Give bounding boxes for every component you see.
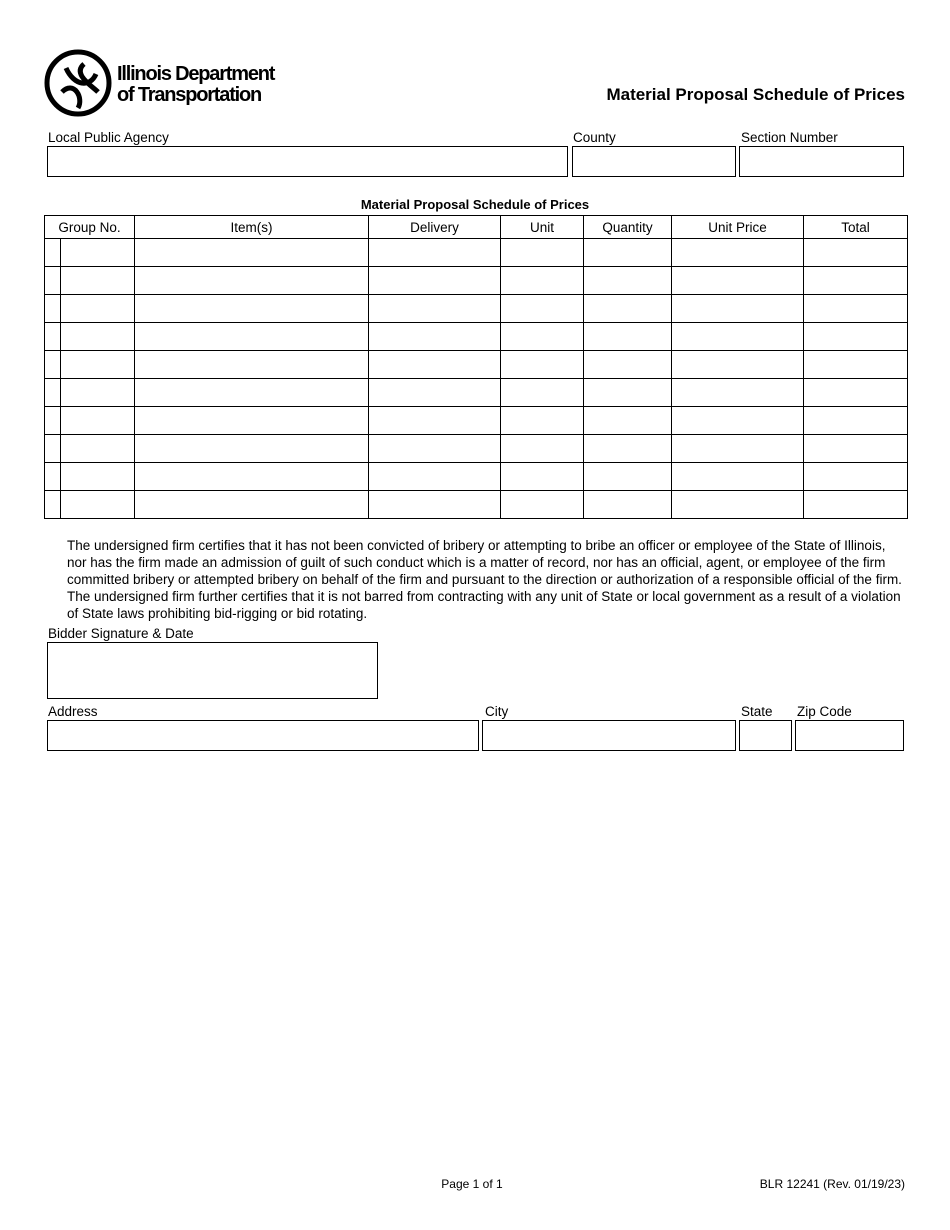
- schedule-title: Material Proposal Schedule of Prices: [360, 197, 590, 212]
- certification-text: The undersigned firm certifies that it has not been convicted of bribery or attempting to bribe an officer or employee of the State of Illinois, nor has the firm made an admission of guilt of such conduct which is a matter of record, nor has an official, agent, or employee of the firm committed bribery or attempted bribery on behalf of the firm and pursuant to the direction or authorization of a responsible official of the firm. The undersigned firm further certifies that it is not barred from contracting with any unit of State or local government as a result of a violation of State laws prohibiting bid-rigging or bid rotating.: [67, 538, 902, 621]
- schedule-header-row: [45, 216, 908, 239]
- row-marker: [45, 295, 61, 323]
- col-header-total: Total: [804, 216, 908, 239]
- address-label: Address: [48, 704, 98, 719]
- zip-code-label: Zip Code: [797, 704, 852, 719]
- total-cell[interactable]: [804, 295, 908, 323]
- local-public-agency-field[interactable]: [47, 146, 568, 177]
- total-cell[interactable]: [804, 267, 908, 295]
- total-cell[interactable]: [804, 351, 908, 379]
- total-cell[interactable]: [804, 323, 908, 351]
- bidder-signature-label: Bidder Signature & Date: [48, 626, 194, 641]
- schedule-row: [45, 435, 908, 463]
- col-header-group-no: Group No.: [45, 216, 135, 239]
- delivery-cell[interactable]: [369, 239, 501, 267]
- quantity-cell[interactable]: [584, 239, 672, 267]
- quantity-cell[interactable]: [584, 267, 672, 295]
- row-marker: [45, 239, 61, 267]
- group-no-cell[interactable]: [61, 463, 135, 491]
- schedule-row: [45, 267, 908, 295]
- row-marker: [45, 407, 61, 435]
- unit-cell[interactable]: [501, 379, 584, 407]
- logo-wordmark: [117, 64, 274, 106]
- unit-cell[interactable]: [501, 351, 584, 379]
- city-label: City: [485, 704, 509, 719]
- group-no-cell[interactable]: [61, 295, 135, 323]
- unit-price-cell[interactable]: [672, 491, 804, 519]
- schedule-row: [45, 491, 908, 519]
- unit-cell[interactable]: [501, 267, 584, 295]
- row-marker: [45, 323, 61, 351]
- delivery-cell[interactable]: [369, 379, 501, 407]
- schedule-row: [45, 407, 908, 435]
- schedule-table: [44, 215, 908, 519]
- schedule-row: [45, 323, 908, 351]
- state-label: State: [741, 704, 773, 719]
- items-cell[interactable]: [135, 295, 369, 323]
- row-marker: [45, 351, 61, 379]
- unit-price-cell[interactable]: [672, 379, 804, 407]
- address-field[interactable]: [47, 720, 479, 751]
- unit-price-cell[interactable]: [672, 463, 804, 491]
- unit-price-cell[interactable]: [672, 239, 804, 267]
- county-label: County: [573, 130, 616, 145]
- unit-price-cell[interactable]: [672, 323, 804, 351]
- items-cell[interactable]: [135, 435, 369, 463]
- unit-cell[interactable]: [501, 239, 584, 267]
- unit-price-cell[interactable]: [672, 295, 804, 323]
- total-cell[interactable]: [804, 491, 908, 519]
- delivery-cell[interactable]: [369, 491, 501, 519]
- items-cell[interactable]: [135, 407, 369, 435]
- group-no-cell[interactable]: [61, 267, 135, 295]
- section-number-label: Section Number: [741, 130, 838, 145]
- items-cell[interactable]: [135, 379, 369, 407]
- logo-text-line2: of Transportation: [117, 84, 262, 106]
- total-cell[interactable]: [804, 239, 908, 267]
- quantity-cell[interactable]: [584, 463, 672, 491]
- total-cell[interactable]: [804, 463, 908, 491]
- quantity-cell[interactable]: [584, 351, 672, 379]
- col-header-items: Item(s): [135, 216, 369, 239]
- unit-price-cell[interactable]: [672, 407, 804, 435]
- unit-cell[interactable]: [501, 295, 584, 323]
- items-cell[interactable]: [135, 323, 369, 351]
- items-cell[interactable]: [135, 491, 369, 519]
- idot-logo: [44, 46, 304, 120]
- items-cell[interactable]: [135, 351, 369, 379]
- unit-cell[interactable]: [501, 407, 584, 435]
- schedule-body: [45, 239, 908, 519]
- page-number: Page 1 of 1: [441, 1177, 503, 1191]
- items-cell[interactable]: [135, 463, 369, 491]
- row-marker: [45, 379, 61, 407]
- schedule-row: [45, 463, 908, 491]
- items-cell[interactable]: [135, 267, 369, 295]
- unit-price-cell[interactable]: [672, 435, 804, 463]
- county-field[interactable]: [572, 146, 736, 177]
- group-no-cell[interactable]: [61, 407, 135, 435]
- local-public-agency-label: Local Public Agency: [48, 130, 169, 145]
- unit-price-cell[interactable]: [672, 267, 804, 295]
- delivery-cell[interactable]: [369, 435, 501, 463]
- quantity-cell[interactable]: [584, 295, 672, 323]
- row-marker: [45, 463, 61, 491]
- row-marker: [45, 267, 61, 295]
- group-no-cell[interactable]: [61, 435, 135, 463]
- delivery-cell[interactable]: [369, 295, 501, 323]
- col-header-unit-price: Unit Price: [672, 216, 804, 239]
- delivery-cell[interactable]: [369, 463, 501, 491]
- group-no-cell[interactable]: [61, 239, 135, 267]
- logo-text-line1: Illinois Department: [117, 63, 275, 85]
- bidder-signature-field[interactable]: [47, 642, 378, 699]
- quantity-cell[interactable]: [584, 435, 672, 463]
- unit-cell[interactable]: [501, 323, 584, 351]
- quantity-cell[interactable]: [584, 491, 672, 519]
- unit-price-cell[interactable]: [672, 351, 804, 379]
- form-id: BLR 12241 (Rev. 01/19/23): [759, 1177, 905, 1191]
- quantity-cell[interactable]: [584, 323, 672, 351]
- row-marker: [45, 491, 61, 519]
- items-cell[interactable]: [135, 239, 369, 267]
- col-header-quantity: Quantity: [584, 216, 672, 239]
- schedule-row: [45, 351, 908, 379]
- group-no-cell[interactable]: [61, 351, 135, 379]
- unit-cell[interactable]: [501, 491, 584, 519]
- delivery-cell[interactable]: [369, 323, 501, 351]
- schedule-row: [45, 379, 908, 407]
- row-marker: [45, 435, 61, 463]
- schedule-row: [45, 295, 908, 323]
- delivery-cell[interactable]: [369, 267, 501, 295]
- total-cell[interactable]: [804, 407, 908, 435]
- group-no-cell[interactable]: [61, 323, 135, 351]
- group-no-cell[interactable]: [61, 379, 135, 407]
- delivery-cell[interactable]: [369, 351, 501, 379]
- city-field[interactable]: [482, 720, 736, 751]
- unit-cell[interactable]: [501, 435, 584, 463]
- col-header-delivery: Delivery: [369, 216, 501, 239]
- document-title: Material Proposal Schedule of Prices: [606, 85, 905, 104]
- total-cell[interactable]: [804, 379, 908, 407]
- state-field[interactable]: [739, 720, 792, 751]
- schedule-row: [45, 239, 908, 267]
- section-number-field[interactable]: [739, 146, 904, 177]
- unit-cell[interactable]: [501, 463, 584, 491]
- col-header-unit: Unit: [501, 216, 584, 239]
- group-no-cell[interactable]: [61, 491, 135, 519]
- zip-code-field[interactable]: [795, 720, 904, 751]
- delivery-cell[interactable]: [369, 407, 501, 435]
- idot-emblem-icon: [44, 46, 114, 120]
- total-cell[interactable]: [804, 435, 908, 463]
- quantity-cell[interactable]: [584, 407, 672, 435]
- quantity-cell[interactable]: [584, 379, 672, 407]
